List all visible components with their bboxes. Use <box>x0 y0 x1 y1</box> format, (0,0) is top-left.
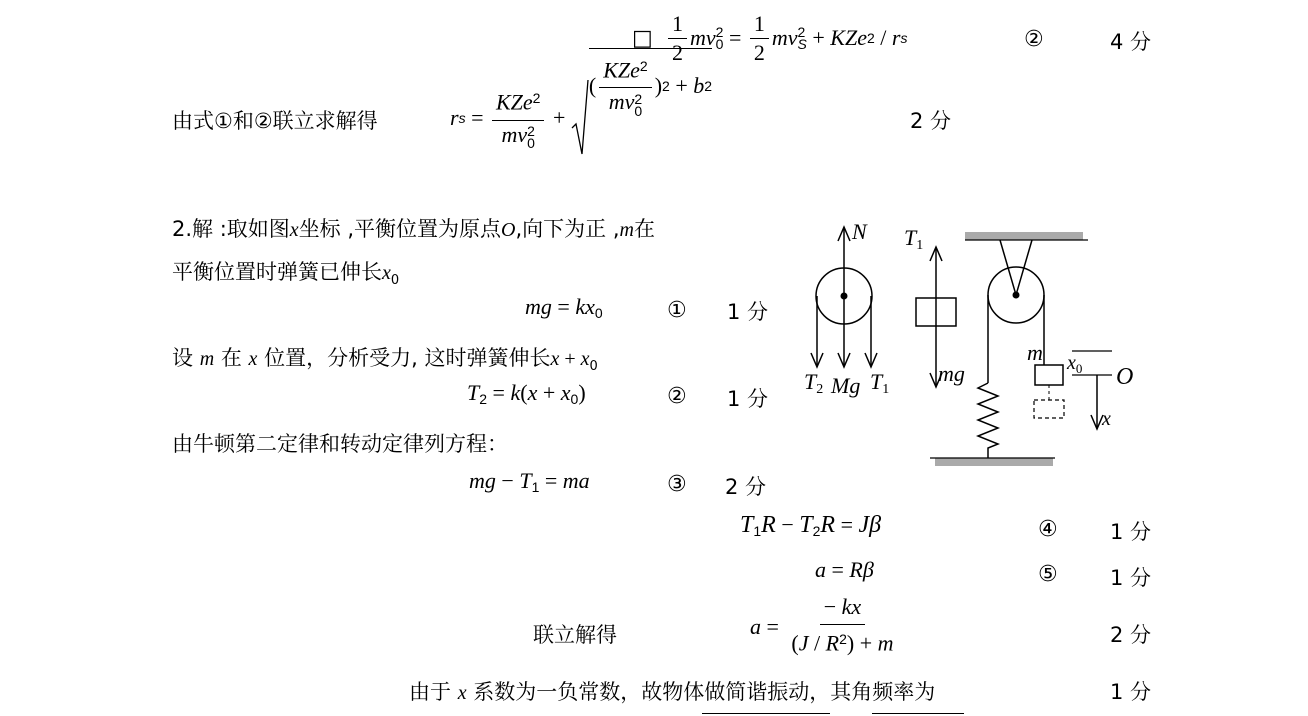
label-mg: mg <box>938 361 965 386</box>
score-4: 4 分 <box>1110 30 1152 54</box>
label-T2: T2 <box>804 369 824 397</box>
label-N: N <box>852 219 867 244</box>
equation-rs: r s = KZe$^2$ mv 2 0 + ( KZe$^2$ mv 2 0 ) 2 + b 2 <box>450 78 712 158</box>
equation-number-4: ④ <box>1038 517 1058 542</box>
equation-number-2b: ② <box>667 384 687 409</box>
equation-number-2: ② <box>1024 27 1044 52</box>
problem2-intro-line2: 平衡位置时弹簧已伸长$x_0$ <box>172 260 400 289</box>
set-position-text: 设 m 在 x 位置，分析受力, 这时弹簧伸长$x + x_0$ <box>172 346 598 375</box>
score-last: 1 分 <box>1110 680 1152 704</box>
newton-text: 由牛顿第二定律和转动定律列方程： <box>172 432 508 456</box>
score-2: 2 分 <box>910 109 952 133</box>
score-eq2: 1 分 <box>727 387 769 411</box>
label-T1-bottom: T1 <box>870 369 890 397</box>
sqrt-icon <box>571 78 589 158</box>
equation-number-5: ⑤ <box>1038 562 1058 587</box>
equation-number-3: ③ <box>667 472 687 497</box>
score-eq3: 2 分 <box>725 475 767 499</box>
equation-T2: $T_2 = k(x + x_0)$ <box>467 380 586 408</box>
label-T1-top: T1 <box>904 225 924 253</box>
equation-mg-kx0: mg = $kx_0$ <box>525 294 603 322</box>
label-x: x <box>1102 408 1111 430</box>
label-O: O <box>1116 364 1134 390</box>
cut-sqrt-bar-1 <box>702 713 830 714</box>
cut-sqrt-bar-2 <box>872 713 964 714</box>
score-eq5: 1 分 <box>1110 566 1152 590</box>
label-x0: $x_0$ <box>1067 352 1083 376</box>
equation-number-1: ① <box>667 298 687 323</box>
line1-box: □ <box>632 26 653 51</box>
solve-label: 联立解得 <box>533 623 617 647</box>
equation-a-Rbeta: a = Rβ <box>815 557 874 582</box>
score-eq4: 1 分 <box>1110 520 1152 544</box>
equation-mg-T1: mg − $T_1$ = ma <box>469 468 590 496</box>
label-m: m <box>1027 340 1043 365</box>
conclusion-text: 由于 x 系数为一负常数，故物体做简谐振动，其角频率为 <box>409 680 936 704</box>
equation-torque: $T_1R - T_2R = J\beta$ <box>740 512 882 540</box>
label-Mg: Mg <box>831 373 861 398</box>
score-eq1: 1 分 <box>727 300 769 324</box>
equation-energy: $\frac{1}{2}$ mv 2 0 = $\frac{1}{2}$ mv 2 S + KZe 2 / r s <box>665 6 907 70</box>
equation-a-result: a = $\frac{- kx}{(J / R^2) + m}$ <box>750 594 894 656</box>
pulley-diagram <box>800 215 1140 475</box>
problem2-intro-line1: 2.解 :取如图x坐标 ,平衡位置为原点O,向下为正 ,m在 <box>172 217 655 241</box>
score-solve: 2 分 <box>1110 623 1152 647</box>
solve-text: 由式①和②联立求解得 <box>172 109 378 133</box>
